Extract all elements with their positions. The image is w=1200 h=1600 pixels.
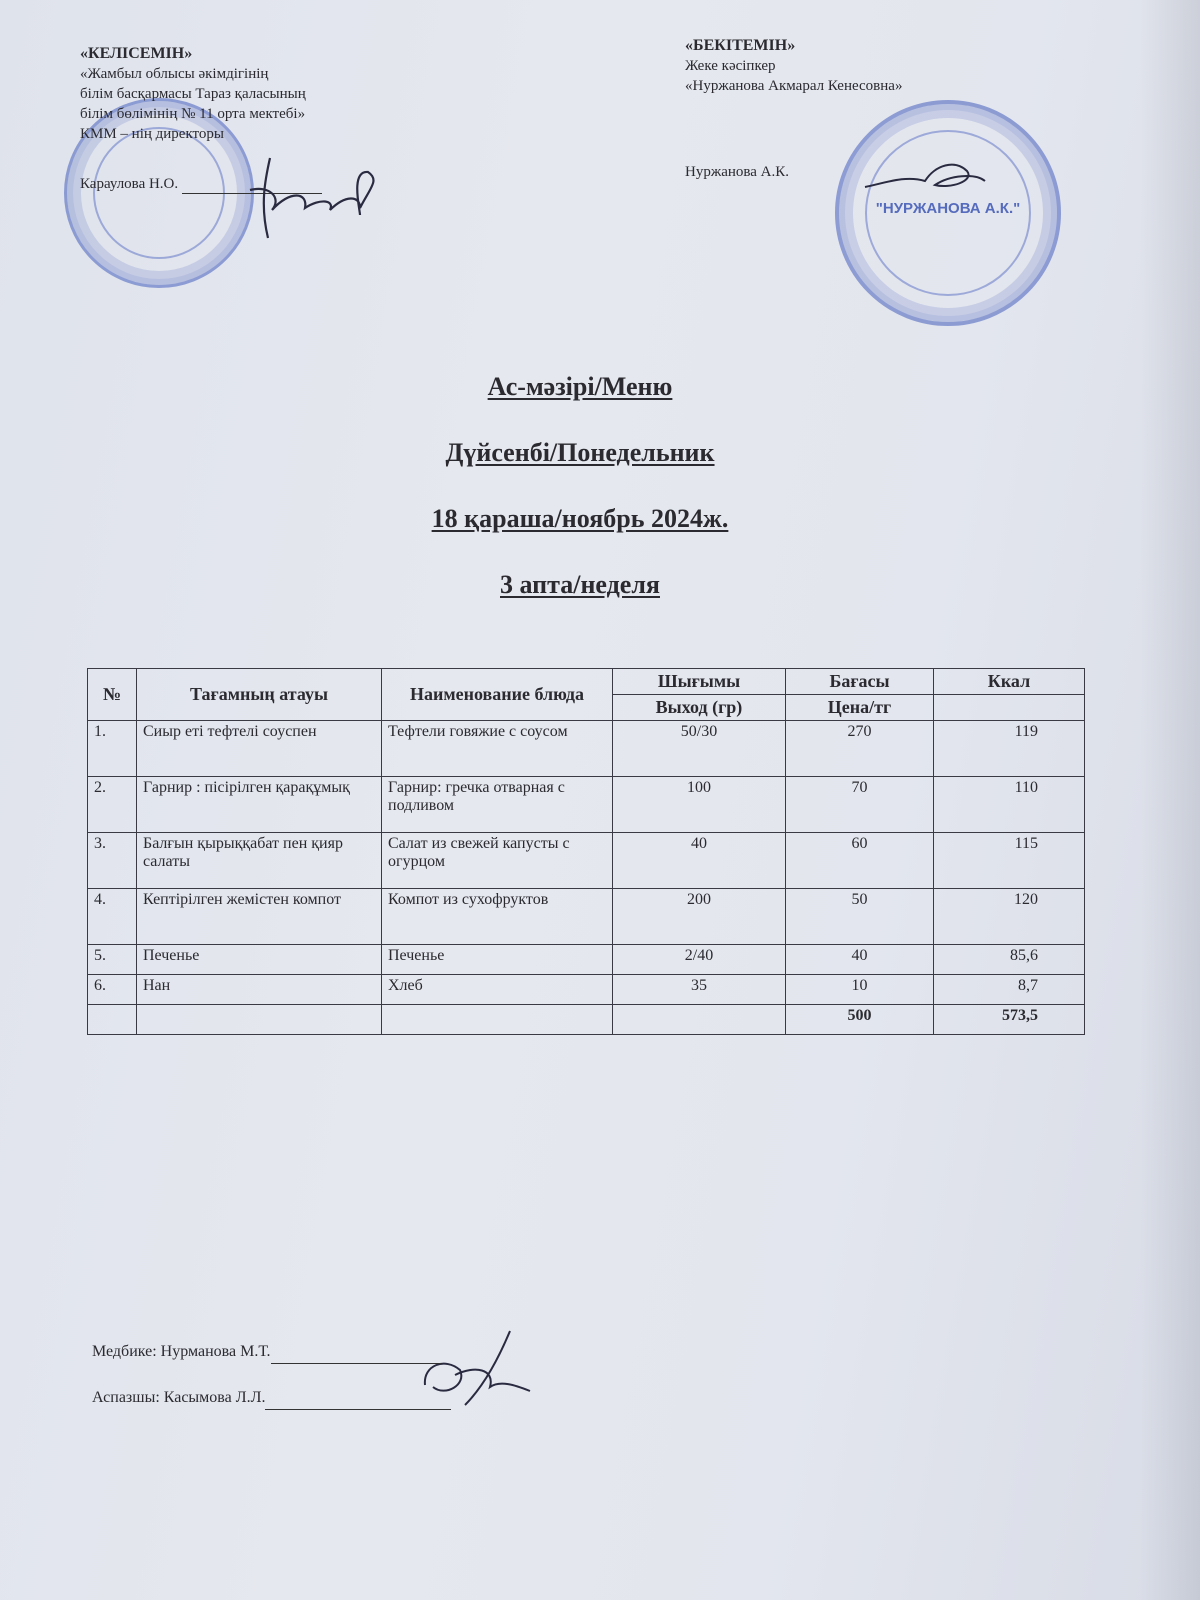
row-output: 200	[613, 889, 786, 945]
approval-left-line: білім бөлімінің № 11 орта мектебі»	[80, 106, 306, 122]
signature-line	[265, 1393, 451, 1410]
row-name-kz: Сиыр еті тефтелі соуспен	[137, 721, 382, 777]
footer-signatures	[92, 1340, 451, 1432]
total-price: 500	[786, 1005, 934, 1035]
table-row	[88, 833, 1085, 889]
approval-right-line: Жеке кәсіпкер	[685, 58, 776, 74]
row-name-ru: Тефтели говяжие с соусом	[382, 721, 613, 777]
nurse-label: Медбике: Нурманова М.Т.	[92, 1343, 271, 1360]
row-kcal: 120	[934, 889, 1085, 945]
row-num: 5.	[88, 945, 137, 975]
approval-right-signer: Нуржанова А.К.	[685, 164, 790, 180]
row-num: 1.	[88, 721, 137, 777]
row-name-kz: Гарнир : пісірілген қарақұмық	[137, 777, 382, 833]
row-output: 100	[613, 777, 786, 833]
row-kcal: 119	[934, 721, 1085, 777]
approval-left-line: «Жамбыл облысы әкімдігінің	[80, 66, 269, 82]
menu-title: Ас-мәзірі/Меню	[487, 372, 673, 401]
row-name-ru: Гарнир: гречка отварная с подливом	[382, 777, 613, 833]
table-row	[88, 889, 1085, 945]
row-output: 50/30	[613, 721, 786, 777]
cook-row	[92, 1386, 451, 1410]
table-row	[88, 945, 1085, 975]
header-name-ru: Наименование блюда	[382, 669, 613, 721]
row-price: 50	[786, 889, 934, 945]
row-num: 3.	[88, 833, 137, 889]
header-name-kz: Тағамның атауы	[137, 669, 382, 721]
seal-text: "НУРЖАНОВА А.К."	[875, 200, 1021, 217]
menu-titles	[0, 372, 1160, 636]
approval-left-signer: Караулова Н.О.	[80, 176, 179, 192]
header-kcal-blank	[934, 695, 1085, 721]
approval-left-line: білім басқармасы Тараз қаласының	[80, 86, 306, 102]
row-kcal: 110	[934, 777, 1085, 833]
menu-table	[87, 668, 1085, 1035]
total-kcal: 573,5	[934, 1005, 1085, 1035]
row-name-kz: Балғын қырыққабат пен қияр салаты	[137, 833, 382, 889]
cook-label: Аспазшы: Касымова Л.Л.	[92, 1389, 266, 1406]
row-price: 60	[786, 833, 934, 889]
total-row	[88, 1005, 1085, 1035]
header-price-ru: Цена/тг	[786, 695, 934, 721]
table-row	[88, 721, 1085, 777]
row-name-ru: Печенье	[382, 945, 613, 975]
approval-left-line: КММ – нің директоры	[80, 126, 224, 142]
header-output-ru: Выход (гр)	[613, 695, 786, 721]
row-name-kz: Печенье	[137, 945, 382, 975]
row-name-kz: Нан	[137, 975, 382, 1005]
row-kcal: 115	[934, 833, 1085, 889]
approval-left-heading: «КЕЛІСЕМІН»	[80, 45, 193, 62]
row-kcal: 8,7	[934, 975, 1085, 1005]
header-kcal: Ккал	[934, 669, 1085, 695]
approval-right-line: «Нуржанова Акмарал Кенесовна»	[685, 78, 903, 94]
date-title: 18 қараша/ноябрь 2024ж.	[431, 504, 729, 533]
table-row	[88, 777, 1085, 833]
row-name-kz: Кептірілген жемістен компот	[137, 889, 382, 945]
row-price: 270	[786, 721, 934, 777]
entrepreneur-signature	[855, 145, 995, 205]
row-price: 70	[786, 777, 934, 833]
row-price: 40	[786, 945, 934, 975]
table-row	[88, 975, 1085, 1005]
row-name-ru: Хлеб	[382, 975, 613, 1005]
row-kcal: 85,6	[934, 945, 1085, 975]
row-num: 6.	[88, 975, 137, 1005]
day-title: Дүйсенбі/Понедельник	[445, 438, 715, 467]
nurse-row	[92, 1340, 451, 1364]
row-num: 2.	[88, 777, 137, 833]
header-num: №	[88, 669, 137, 721]
director-signature	[210, 150, 390, 245]
row-output: 2/40	[613, 945, 786, 975]
week-title: 3 апта/неделя	[500, 570, 660, 599]
page-shadow	[1140, 0, 1200, 1600]
approval-right-heading: «БЕКІТЕМІН»	[685, 37, 796, 54]
header-price-kz: Бағасы	[786, 669, 934, 695]
row-name-ru: Компот из сухофруктов	[382, 889, 613, 945]
row-output: 35	[613, 975, 786, 1005]
row-num: 4.	[88, 889, 137, 945]
row-name-ru: Салат из свежей капусты с огурцом	[382, 833, 613, 889]
header-output-kz: Шығымы	[613, 669, 786, 695]
row-output: 40	[613, 833, 786, 889]
signature-line	[271, 1347, 441, 1364]
row-price: 10	[786, 975, 934, 1005]
